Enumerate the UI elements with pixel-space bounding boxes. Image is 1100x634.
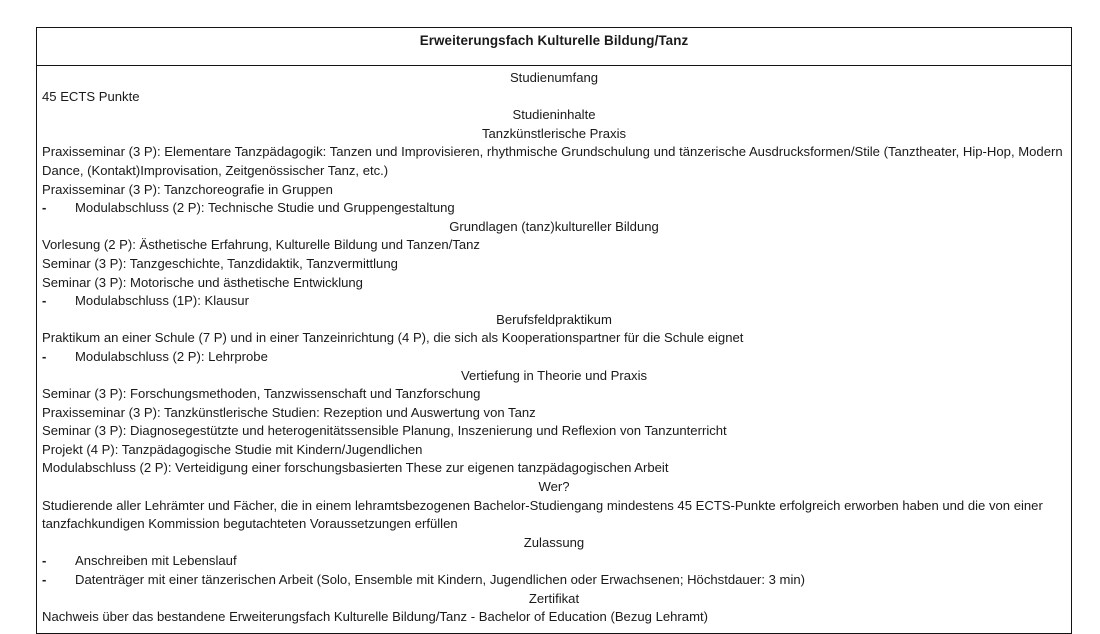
heading-zulassung: Zulassung [523,534,585,550]
heading-tanzkuenstlerische-praxis: Tanzkünstlerische Praxis [481,125,627,141]
text-wer-paragraph: Studierende aller Lehrämter und Fächer, die in einem lehramtsbezogenen Bachelor-Studiengang mindestens 45 ECTS-Punkte erfolgreich erworben haben und die von einer tanzfachkundigen Kommission begutachteten Voraussetzungen erfüllen [42,497,1047,532]
page-title: Erweiterungsfach Kulturelle Bildung/Tanz [419,33,689,48]
text-vertiefung-line-2: Praxisseminar (3 P): Tanzkünstlerische Studien: Rezeption und Auswertung von Tanz [42,404,536,420]
heading-vertiefung: Vertiefung in Theorie und Praxis [460,367,648,383]
list-item-label: Modulabschluss (1P): Klausur [75,293,249,309]
bullet-dash-icon: - [42,348,47,364]
bullet-dash-icon: - [42,572,47,588]
bullet-dash-icon: - [42,200,47,216]
list-item-label: Anschreiben mit Lebenslauf [75,553,237,569]
text-praxis-line-2: Praxisseminar (3 P): Tanzchoreografie in Gruppen [42,181,333,197]
curriculum-table [36,27,1072,634]
text-vertiefung-line-5: Modulabschluss (2 P): Verteidigung einer forschungsbasierten These zur eigenen tanzpädagogischen Arbeit [42,460,669,476]
text-berufsfeldpraktikum-line-1: Praktikum an einer Schule (7 P) und in einer Tanzeinrichtung (4 P), die sich als Kooperationspartner für die Schule eignet [42,330,744,346]
bullet-dash-icon: - [42,553,47,569]
heading-grundlagen: Grundlagen (tanz)kultureller Bildung [449,218,659,234]
table-title-row [37,28,1071,66]
text-vertiefung-line-3: Seminar (3 P): Diagnosegestützte und heterogenitätssensible Planung, Inszenierung und Reflexion von Tanzunterricht [42,423,727,439]
heading-wer: Wer? [538,479,570,495]
text-vertiefung-line-1: Seminar (3 P): Forschungsmethoden, Tanzwissenschaft und Tanzforschung [42,386,481,402]
text-grundlagen-line-3: Seminar (3 P): Motorische und ästhetische Entwicklung [42,274,363,290]
list-item-label: Modulabschluss (2 P): Technische Studie und Gruppengestaltung [75,200,455,216]
bullet-dash-icon: - [42,293,47,309]
heading-studieninhalte: Studieninhalte [512,107,596,123]
list-item [42,199,1066,218]
list-item [42,292,1066,311]
table-body-cell [37,66,1071,633]
text-grundlagen-line-1: Vorlesung (2 P): Ästhetische Erfahrung, Kulturelle Bildung und Tanzen/Tanz [42,237,480,253]
list-item [42,571,1066,590]
list-item [42,552,1066,571]
text-studienumfang-value: 45 ECTS Punkte [42,88,140,104]
text-praxis-line-1: Praxisseminar (3 P): Elementare Tanzpädagogik: Tanzen und Improvisieren, rhythmische Grundschulung und tänzerische Ausdrucksformen/Stile (Tanztheater, Hip-Hop, Modern Dance, (Kontakt)Improvisation, Zeitgenössischer Tanz, etc.) [42,144,1067,178]
heading-zertifikat: Zertifikat [528,590,580,606]
text-zertifikat-line-1: Nachweis über das bestandene Erweiterungsfach Kulturelle Bildung/Tanz - Bachelor of Education (Bezug Lehramt) [42,609,708,625]
heading-studienumfang: Studienumfang [509,70,599,85]
list-item [42,348,1066,367]
heading-berufsfeldpraktikum: Berufsfeldpraktikum [496,311,612,327]
list-item-label: Modulabschluss (2 P): Lehrprobe [75,348,268,364]
list-item-label: Datenträger mit einer tänzerischen Arbeit (Solo, Ensemble mit Kindern, Jugendlichen oder Erwachsenen; Höchstdauer: 3 min) [75,572,805,588]
text-grundlagen-line-2: Seminar (3 P): Tanzgeschichte, Tanzdidaktik, Tanzvermittlung [42,255,398,271]
text-vertiefung-line-4: Projekt (4 P): Tanzpädagogische Studie mit Kindern/Jugendlichen [42,441,423,457]
